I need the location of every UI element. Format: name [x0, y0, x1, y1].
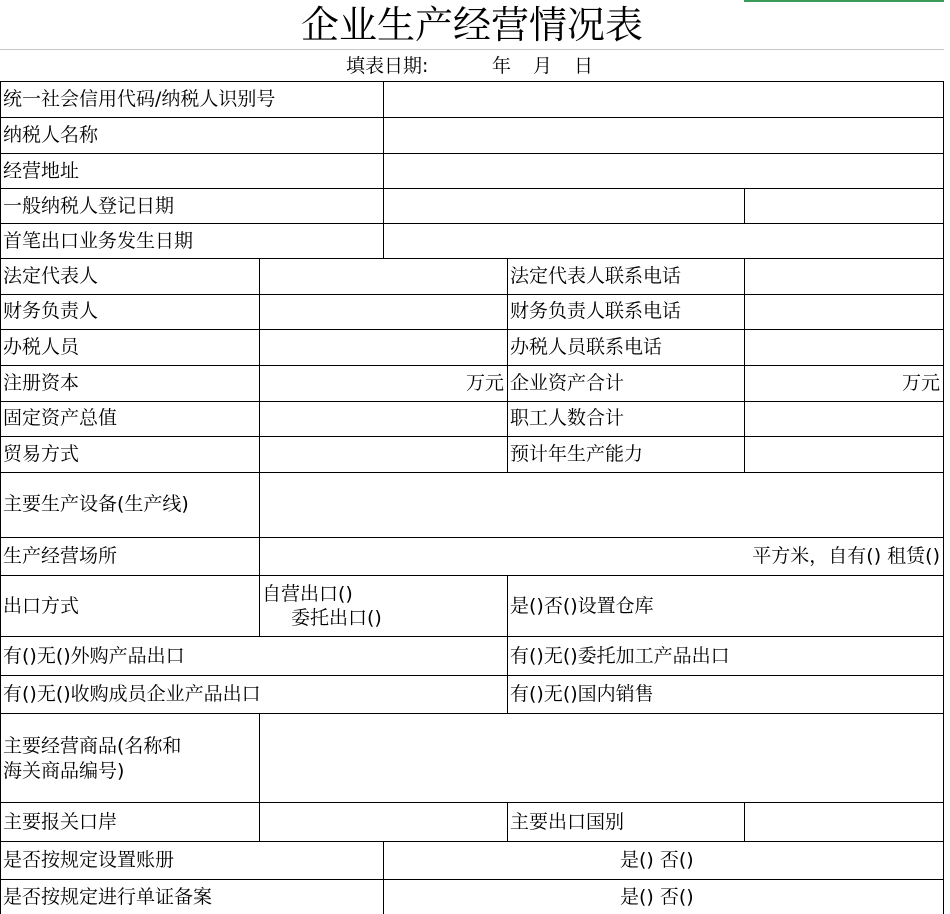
label-premises: 生产经营场所 — [3, 545, 118, 567]
label-tax-staff-phone: 办税人员联系电话 — [510, 336, 663, 358]
label-first-export-date: 首笔出口业务发生日期 — [3, 230, 194, 252]
label-fixed-assets: 固定资产总值 — [3, 407, 118, 429]
label-total-assets: 企业资产合计 — [510, 372, 625, 394]
label-legal-rep: 法定代表人 — [3, 265, 99, 287]
label-registered-capital: 注册资本 — [3, 372, 80, 394]
warehouse-option: 是()否()设置仓库 — [510, 595, 654, 617]
premises-value: 平方米，自有() 租赁() — [752, 545, 940, 567]
export-entrusted: 委托出口() — [291, 607, 382, 629]
label-export-country: 主要出口国别 — [510, 811, 625, 833]
label-address: 经营地址 — [3, 160, 80, 182]
label-taxpayer-name: 纳税人名称 — [3, 124, 99, 146]
accounts-books-value: 是() 否() — [620, 849, 694, 871]
label-trade-mode: 贸易方式 — [3, 443, 80, 465]
fill-date-day: 日 — [574, 55, 594, 77]
fill-date-label: 填表日期: — [346, 55, 429, 77]
label-finance-head: 财务负责人 — [3, 300, 99, 322]
label-accounts-books: 是否按规定设置账册 — [3, 849, 175, 871]
member-export-option: 有()无()收购成员企业产品出口 — [3, 683, 261, 705]
fill-date-month: 月 — [533, 55, 553, 77]
label-doc-filing: 是否按规定进行单证备案 — [3, 886, 213, 908]
processing-export-option: 有()无()委托加工产品出口 — [510, 645, 730, 667]
label-credit-code: 统一社会信用代码/纳税人识别号 — [3, 88, 276, 110]
label-customs-port: 主要报关口岸 — [3, 811, 118, 833]
label-annual-capacity: 预计年生产能力 — [510, 443, 644, 465]
label-legal-rep-phone: 法定代表人联系电话 — [510, 265, 682, 287]
label-export-mode: 出口方式 — [3, 595, 80, 617]
label-tax-staff: 办税人员 — [3, 336, 80, 358]
label-general-taxpayer-date: 一般纳税人登记日期 — [3, 195, 175, 217]
doc-filing-value: 是() 否() — [620, 886, 694, 908]
fill-date-year: 年 — [492, 55, 512, 77]
export-self: 自营出口() — [262, 583, 353, 605]
label-finance-head-phone: 财务负责人联系电话 — [510, 300, 682, 322]
label-main-equipment: 主要生产设备(生产线) — [3, 493, 189, 515]
label-main-goods-line2: 海关商品编号) — [3, 760, 125, 782]
domestic-sales-option: 有()无()国内销售 — [510, 683, 654, 705]
label-employees: 职工人数合计 — [510, 407, 625, 429]
outsourced-export-option: 有()无()外购产品出口 — [3, 645, 185, 667]
total-assets-unit: 万元 — [901, 372, 940, 394]
label-main-goods-line1: 主要经营商品(名称和 — [3, 735, 182, 757]
form-title: 企业生产经营情况表 — [300, 3, 643, 47]
registered-capital-unit: 万元 — [465, 372, 504, 394]
